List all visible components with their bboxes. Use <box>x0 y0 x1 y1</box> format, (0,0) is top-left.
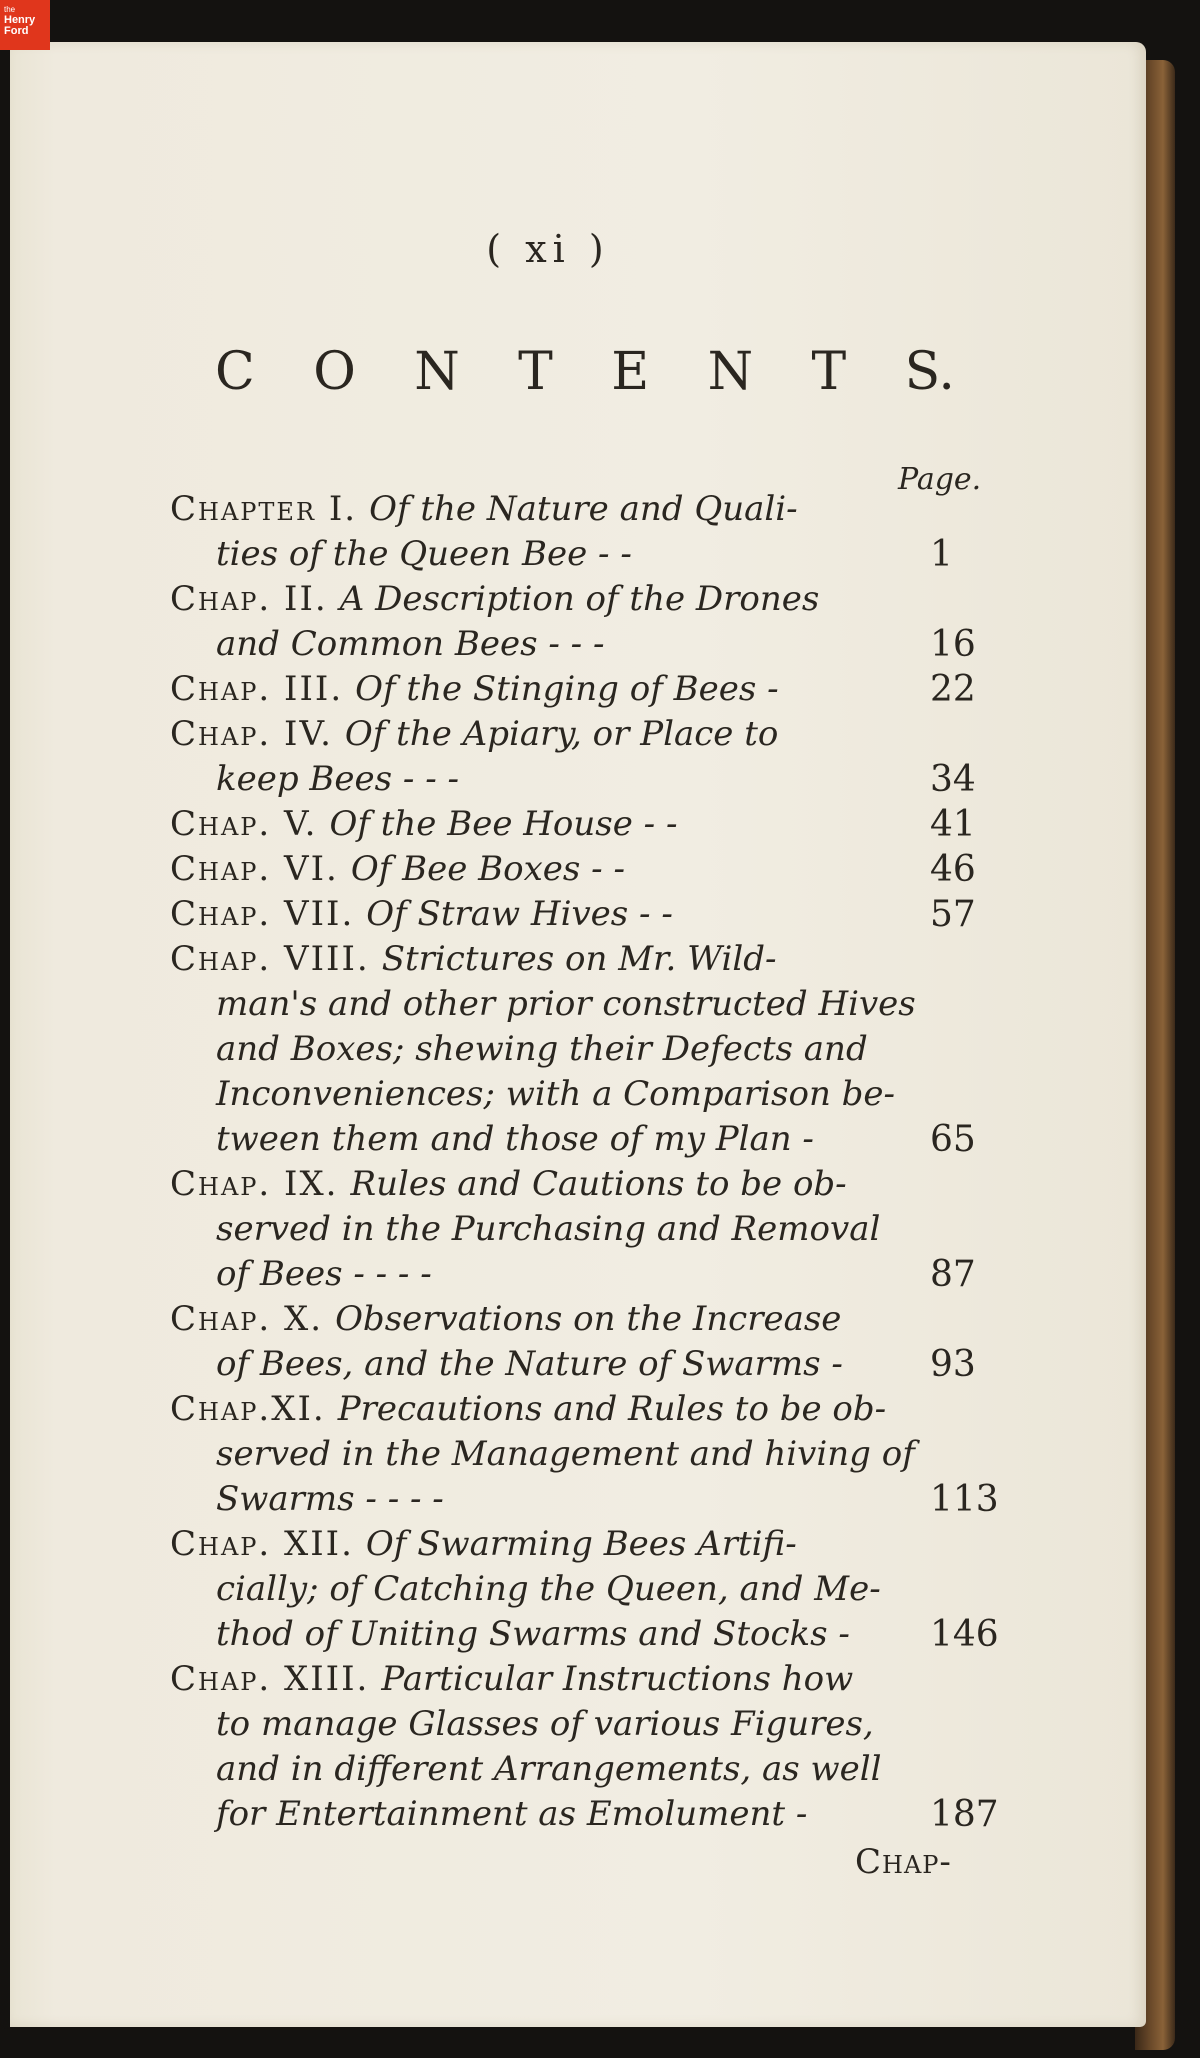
chapter-title-text: Of Swarming Bees Artifi- <box>365 1524 797 1564</box>
page-reference: 1 <box>930 534 953 575</box>
chapter-title-text: Rules and Cautions to be ob- <box>350 1164 847 1204</box>
toc-entry <box>170 1387 1010 1522</box>
chapter-title-text: Strictures on Mr. Wild- <box>381 939 777 979</box>
toc-entry-line <box>170 532 1010 577</box>
chapter-title-text: and Common Bees - - - <box>216 624 605 664</box>
toc-entry <box>170 1162 1010 1297</box>
page-reference: 34 <box>930 759 976 800</box>
chapter-label: Chap. IV. <box>170 714 333 754</box>
chapter-title-text: Inconveniences; with a Comparison be- <box>216 1074 896 1114</box>
chapter-title-text: A Description of the Drones <box>339 579 820 619</box>
chapter-title-text: Precautions and Rules to be ob- <box>337 1389 887 1429</box>
page-reference: 187 <box>930 1794 999 1835</box>
chapter-title-text: Of Straw Hives - - <box>366 894 673 934</box>
henry-ford-logo: the Henry Ford <box>0 0 50 50</box>
toc-entry-line <box>170 1297 1010 1342</box>
page-reference: 146 <box>930 1614 999 1655</box>
chapter-label: Chap. VII. <box>170 894 355 934</box>
page-reference: 16 <box>930 624 976 665</box>
toc-entry-line <box>170 1657 1010 1702</box>
toc-entry <box>170 892 1010 937</box>
chapter-label: Chap. II. <box>170 579 328 619</box>
toc-entry-line <box>170 982 1010 1027</box>
catchword: Chap- <box>855 1842 952 1882</box>
toc-entry-line <box>170 487 1010 532</box>
heading-letter: T <box>811 342 847 402</box>
toc-entry-line <box>170 757 1010 802</box>
heading-letter: N <box>707 342 754 402</box>
toc-entry <box>170 1522 1010 1657</box>
toc-entry-line <box>170 1162 1010 1207</box>
heading-letter: O <box>313 342 356 402</box>
chapter-title-text: ties of the Queen Bee - - <box>216 534 632 574</box>
chapter-title-text: and Boxes; shewing their Defects and <box>216 1029 868 1069</box>
toc-entry <box>170 667 1010 712</box>
toc-entry <box>170 1657 1010 1837</box>
chapter-label: Chap. X. <box>170 1299 324 1339</box>
chapter-title-text: Of the Apiary, or Place to <box>344 714 779 754</box>
toc-entry-line <box>170 667 1010 712</box>
chapter-title-text: Observations on the Increase <box>335 1299 842 1339</box>
chapter-title-text: keep Bees - - - <box>216 759 459 799</box>
toc-entry-line <box>170 712 1010 757</box>
chapter-title-text: tween them and those of my Plan - <box>216 1119 814 1159</box>
chapter-title-text: Of the Nature and Quali- <box>369 489 798 529</box>
chapter-title-text: of Bees - - - - <box>216 1254 432 1294</box>
chapter-title-text: Swarms - - - - <box>216 1479 444 1519</box>
toc-entry-line <box>170 1342 1010 1387</box>
toc-entry-line <box>170 1747 1010 1792</box>
toc-entry-line <box>170 1117 1010 1162</box>
chapter-title-text: man's and other prior constructed Hives <box>216 984 916 1024</box>
page-column-label: Page. <box>898 462 982 497</box>
heading-letter: C <box>215 342 255 402</box>
toc-entry-line <box>170 1567 1010 1612</box>
chapter-title-text: Of the Stinging of Bees - <box>355 669 779 709</box>
chapter-title-text: of Bees, and the Nature of Swarms - <box>216 1344 843 1384</box>
toc-entry-line <box>170 1792 1010 1837</box>
chapter-label: Chap. VIII. <box>170 939 370 979</box>
chapter-title-text: Of Bee Boxes - - <box>350 849 625 889</box>
toc-entry-line <box>170 1702 1010 1747</box>
toc-entry-line <box>170 847 1010 892</box>
toc-entry-line <box>170 1207 1010 1252</box>
chapter-label: Chap. VI. <box>170 849 339 889</box>
toc-entry-line <box>170 1477 1010 1522</box>
heading-letter: E <box>611 342 650 402</box>
toc-entry <box>170 937 1010 1162</box>
heading-letter: S. <box>904 342 955 402</box>
page-reference: 57 <box>930 894 976 935</box>
chapter-title-text: served in the Purchasing and Removal <box>216 1209 881 1249</box>
toc-entry-line <box>170 1612 1010 1657</box>
chapter-title-text: for Entertainment as Emolument - <box>216 1794 808 1834</box>
chapter-title-text: served in the Management and hiving of <box>216 1434 915 1474</box>
toc-entry <box>170 712 1010 802</box>
page-reference: 113 <box>930 1479 999 1520</box>
toc-entry-line <box>170 1027 1010 1072</box>
chapter-label: Chap. III. <box>170 669 344 709</box>
chapter-title-text: thod of Uniting Swarms and Stocks - <box>216 1614 850 1654</box>
toc-entry-line <box>170 892 1010 937</box>
page-number: ( xi ) <box>486 227 610 271</box>
toc-entry-line <box>170 937 1010 982</box>
page-reference: 93 <box>930 1344 976 1385</box>
toc-entry-line <box>170 1252 1010 1297</box>
toc-entry-line <box>170 1072 1010 1117</box>
table-of-contents <box>170 487 1010 1837</box>
contents-heading <box>215 342 955 402</box>
chapter-label: Chapter I. <box>170 489 358 529</box>
toc-entry-line <box>170 1432 1010 1477</box>
page-reference: 22 <box>930 669 976 710</box>
toc-entry <box>170 1297 1010 1387</box>
page-reference: 46 <box>930 849 976 890</box>
heading-letter: T <box>518 342 553 402</box>
toc-entry-line <box>170 1522 1010 1567</box>
toc-entry-line <box>170 577 1010 622</box>
page-reference: 87 <box>930 1254 976 1295</box>
toc-entry-line <box>170 1387 1010 1432</box>
toc-entry <box>170 847 1010 892</box>
page-reference: 41 <box>930 804 976 845</box>
chapter-label: Chap. V. <box>170 804 318 844</box>
page-reference: 65 <box>930 1119 976 1160</box>
toc-entry <box>170 802 1010 847</box>
chapter-title-text: Of the Bee House - - <box>329 804 678 844</box>
chapter-label: Chap. XIII. <box>170 1659 370 1699</box>
chapter-label: Chap.XI. <box>170 1389 326 1429</box>
chapter-title-text: to manage Glasses of various Figures, <box>216 1704 874 1744</box>
chapter-title-text: and in different Arrangements, as well <box>216 1749 882 1789</box>
toc-entry <box>170 487 1010 577</box>
toc-entry-line <box>170 802 1010 847</box>
book-page <box>10 42 1146 2027</box>
heading-letter: N <box>414 342 460 402</box>
chapter-title-text: Particular Instructions how <box>381 1659 854 1699</box>
toc-entry-line <box>170 622 1010 667</box>
chapter-label: Chap. IX. <box>170 1164 339 1204</box>
toc-entry <box>170 577 1010 667</box>
chapter-title-text: cially; of Catching the Queen, and Me- <box>216 1569 881 1609</box>
chapter-label: Chap. XII. <box>170 1524 354 1564</box>
